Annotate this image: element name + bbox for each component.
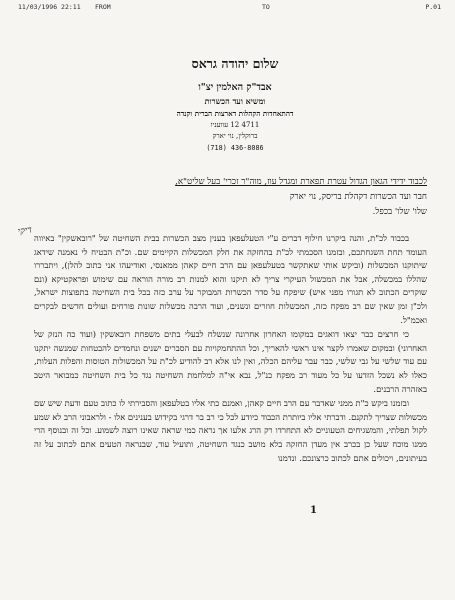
fax-to-label: TO: [262, 3, 270, 11]
letterhead-name: אבד"ק האלמין יצ"ו: [198, 82, 272, 93]
fax-header: [0, 3, 455, 15]
letterhead-phone: (718) 436-8086: [206, 144, 264, 152]
letterhead: [110, 56, 360, 154]
page-number: 1: [310, 505, 317, 516]
salutation: שלו' שלו' בכפל.: [372, 207, 427, 217]
body-paragraph-1: בכבוד לכ"ת, והנה ביקרנו חילוף דברים ע"י הטעלעפאן בענין מצב הכשרות בבית השחיטה של "רובאשקין" באיווה העומד תחת השגחתכם, ובזמנו הסכמתי לכ"ת בהחזקה את חלק המכשלות הקיימים שם. וכ"ת הבטיח לי נאמנה שידאג שיתוקנו המכשלות (וביקש אותי שאתקשר בטעלעפאן עם הרב חיים קאהן ממאנסי, ואודיעהו אני כתוב להלן), ויתבררו שהללו במכשלה, אבל את המכשול העיקרי צריך לא תיקנו והוא למנות רב מורה הוראה עם שימוש ופראקטיקא (ונם שוקרים הכתוב לא תגורו מפני איש) שיפקח על סדר הכשרות המבוקר על ערב כזה בכל בית השחיטה בתפוצות ישראל, ולכ"ן זמן שאין שם רב מפקח כזה, המכשלות חוזרים ונשנים, ועוד הרבה מכשלות שונות פורחים ועולים חדשים לבקרים ואכמ"ל.: [34, 233, 427, 325]
fax-page-label: P.01: [425, 3, 441, 11]
letterhead-greeting: שלום יהודה גראס: [191, 56, 279, 71]
letter-body: [34, 232, 427, 466]
letterhead-org: דהתאחדות הקהלות דארצות הברית וקנדה: [176, 109, 294, 118]
fax-from-label: FROM: [95, 3, 111, 11]
letterhead-role: ומשיא ועד הכשרות: [204, 96, 266, 106]
recipient-block: [40, 175, 427, 205]
recipient-line-2: חבר ועד הכשרות דקהלת בריסק, נוי יארק: [289, 192, 427, 202]
handwritten-margin-note: דיקי: [17, 225, 33, 238]
fax-date-time: 11/03/1996 22:11: [18, 3, 81, 11]
body-paragraph-3: ובזמנו ביקש כ"ת ממני שאדבר עם הרב חיים קאהן, ואמנם כתי אליו בטלעפאן והסבירתי לו כתוב טעם ודעת שיש שם מכשולות שצריך לתקנם. ודברתי אליו ביותרת הכבוד כיודע לכל כי רב בר דרגי בקידוש בענינים אלו - ולראבוני הרב לא שמע לקול תפלתי, והמשגיחים הטעוניים לא התחרדו רק הרג אלעו אך נראה כמי שראה שאינו רוצה לשמוע. וכל זה ובנוסף הרי ממנו מוכח שעל כן בכרב אין מעדן החזקה בלא מושב כנגד השחיטה, ותועיל עוד, שבנראה הטעים אתם לכתוב על זה בעיתונים, ויכולים אתם לכתוב כרצונכם. ונדמנו: [34, 398, 427, 463]
body-paragraph-2: כי חרצים כבר יצאו דואגים במקומו האחרון אחרונה שנשלח לבעלי בתים משפחת רובאשקין (ועוד כה הנזק של האחרוני) ובמקום שאמרו לקצר אינו ראשי להאריך, וכל ההתחמקויות עם הסברים ישנים ונחמדים להבטחות שמנשה יתקנו עם עוד שלשי על גבי שלשי, כבר עבר עליהם הכלה, ואין לנו אלא רב להודיע לכ"ת על המכשולות הטוסות והפלות העלות, כאלו לא נשכל הזדעו על כל מעוד רב מפקח כנ"ל, נבא אי"ה למלחמת השחיטה נגד כל בית השחיטה כמבואר היטב באזהרה הרבנים.: [34, 329, 427, 394]
letterhead-city: ברוקלין, נוי יארק: [212, 132, 258, 140]
letterhead-address: 4711 12 עוועניו: [210, 121, 260, 129]
recipient-line-1: לכבוד ידידי הגאון הגדול עטרת תפארת ומגדל עוז, מוה"ר זכרי' בעל שליט"א,: [175, 177, 427, 187]
